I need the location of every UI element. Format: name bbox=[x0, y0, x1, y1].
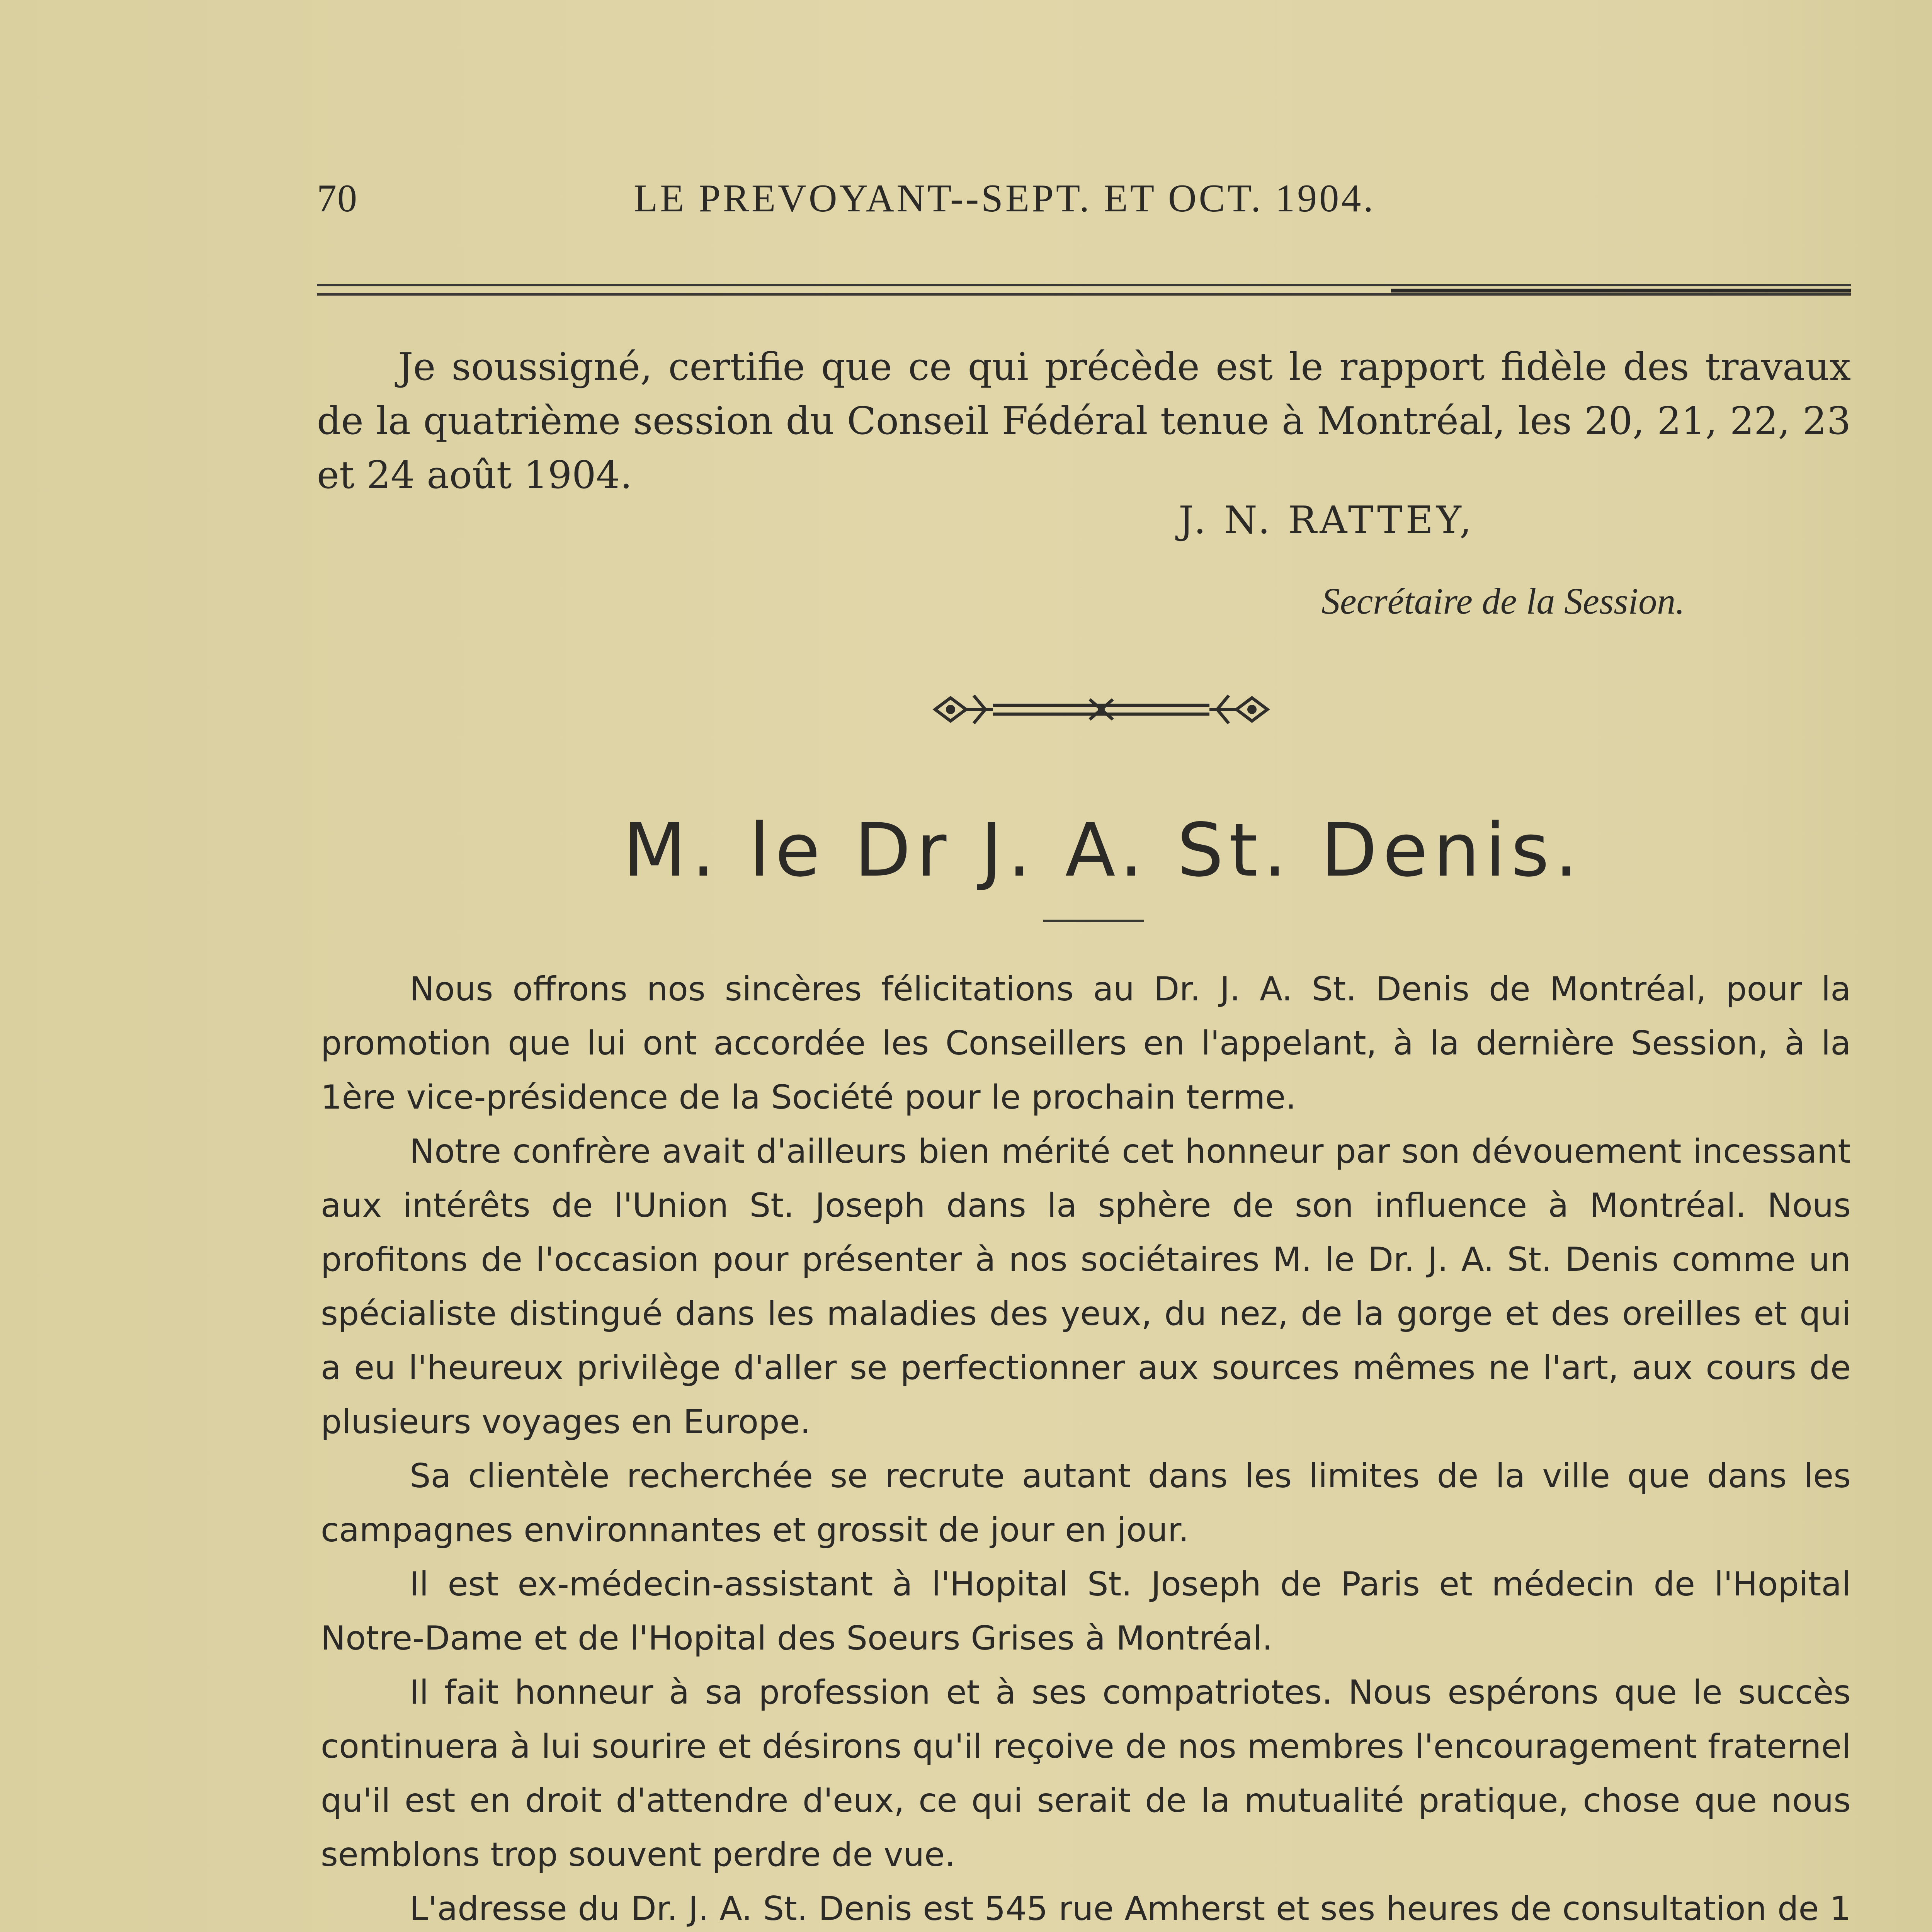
signer-name: J. N. RATTEY, bbox=[1179, 498, 1475, 543]
paragraph: L'adresse du Dr. J. A. St. Denis est 545 rue Amherst et ses heures de consultation de 1 bbox=[410, 1889, 1851, 1928]
running-title: LE PREVOYANT--SEPT. ET OCT. 1904. bbox=[634, 177, 1376, 220]
signer-title: Secrétaire de la Session. bbox=[1321, 580, 1685, 622]
page-number: 70 bbox=[317, 177, 358, 220]
paragraph: Notre confrère avait d'ailleurs bien mérité cet honneur par son dévouement incessant aux intérêts de l'Union St. Joseph dans la sphère de son influence à Montréal. Nous profitons de l'occasion pour présenter à nos sociétaires M. le Dr. J. A. St. Denis comme un spécialiste distingué dans les maladies des yeux, du nez, de la gorge et des oreilles et qui a eu l'heureux privilège d'aller se perfectionner aux sources mêmes ne l'art, aux cours de plusieurs voyages en Europe. bbox=[321, 1132, 1851, 1441]
header-rule bbox=[317, 284, 1851, 299]
title-rule bbox=[1043, 920, 1144, 922]
paragraph: Il est ex-médecin-assistant à l'Hopital St. Joseph de Paris et médecin de l'Hopital Notre-Dame et de l'Hopital des Soeurs Grises à Montréal. bbox=[321, 1565, 1851, 1658]
paragraph: Nous offrons nos sincères félicitations au Dr. J. A. St. Denis de Montréal, pour la promotion que lui ont accordée les Conseillers en l'appelant, à la dernière Session, à la 1ère vice-présidence de la Société pour le prochain terme. bbox=[321, 970, 1851, 1117]
paragraph: Sa clientèle recherchée se recrute autant dans les limites de la ville que dans les campagnes environnantes et grossit de jour en jour. bbox=[321, 1457, 1851, 1549]
article-title: M. le Dr J. A. St. Denis. bbox=[623, 808, 1583, 893]
certification-block bbox=[317, 340, 1851, 502]
certification-text: Je soussigné, certifie que ce qui précède est le rapport fidèle des travaux de la quatrième session du Conseil Fédéral tenue à Montréal, les 20, 21, 22, 23 et 24 août 1904. bbox=[317, 345, 1851, 497]
article-body bbox=[321, 962, 1851, 1932]
page-header bbox=[317, 176, 1851, 222]
ornamental-divider-icon bbox=[927, 684, 1275, 734]
paragraph: Il fait honneur à sa profession et à ses compatriotes. Nous espérons que le succès continuera à lui sourire et désirons qu'il reçoive de nos membres l'encouragement fraternel qu'il est en droit d'attendre d'eux, ce qui serait de la mutualité pratique, chose que nous semblons trop souvent perdre de vue. bbox=[321, 1673, 1851, 1874]
